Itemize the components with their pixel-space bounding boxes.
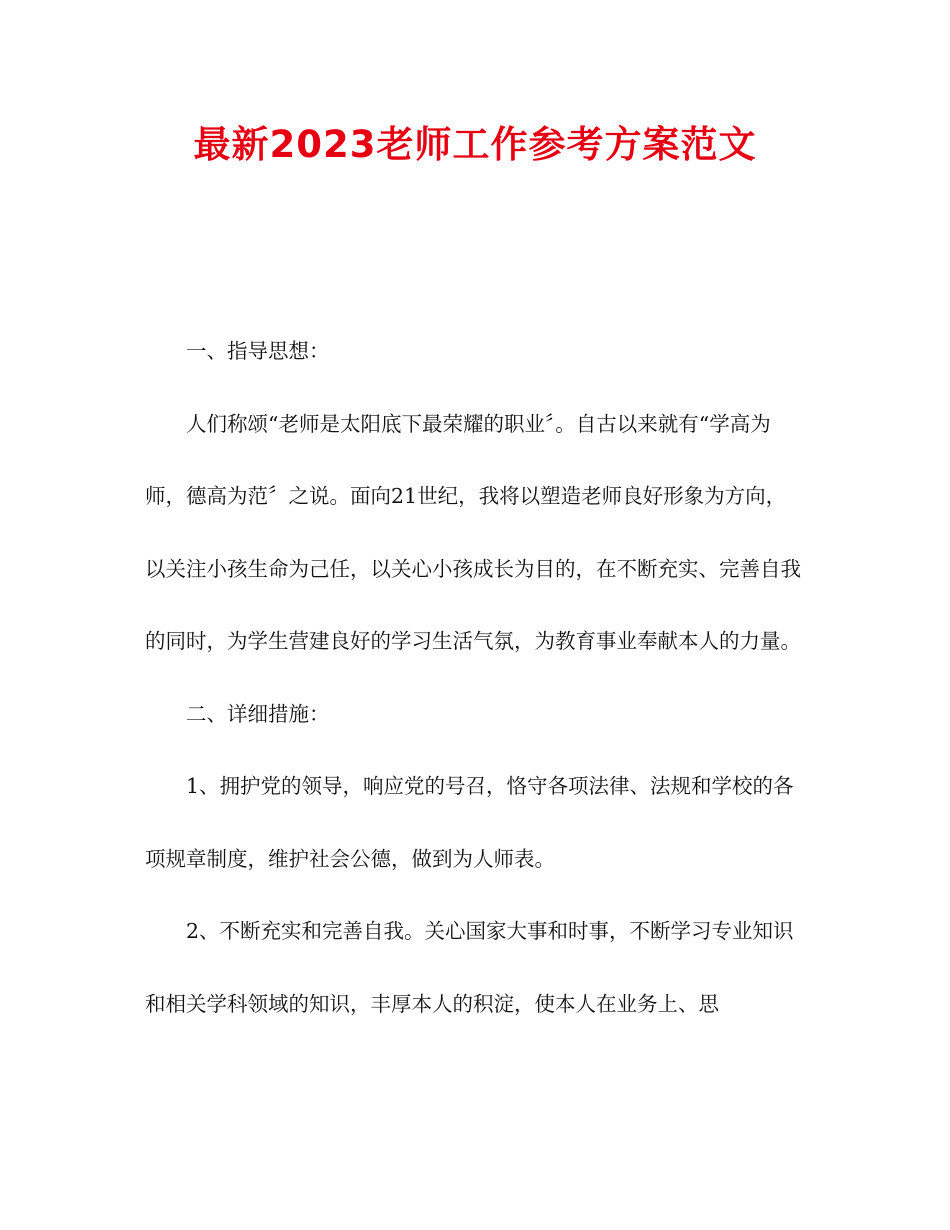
section-heading-measures: 二、详细措施：	[186, 701, 330, 726]
paragraph-guiding-ideology: 人们称颂“老师是太阳底下最荣耀的职业〞。自古以来就有“学高为师，德高为范〞之说。面向21世纪，我将以塑造老师良好形象为方向，以关注小孩生命为己任，以关心小孩成长为目的，在不断充实、完善自我的同时，为学生营建良好的学习生活气氛，为教育事业奉献本人的力量。	[145, 411, 801, 653]
paragraph-measure-1: 1、拥护党的领导，响应党的号召，恪守各项法律、法规和学校的各项规章制度，维护社会公德，做到为人师表。	[145, 774, 794, 871]
document-title: 最新2023老师工作参考方案范文	[193, 123, 757, 166]
paragraph-measure-2: 2、不断充实和完善自我。关心国家大事和时事，不断学习专业知识和相关学科领域的知识，丰厚本人的积淀，使本人在业务上、思	[145, 919, 794, 1016]
section-heading-guiding-ideology: 一、指导思想：	[186, 339, 330, 363]
document-body	[145, 315, 805, 1040]
